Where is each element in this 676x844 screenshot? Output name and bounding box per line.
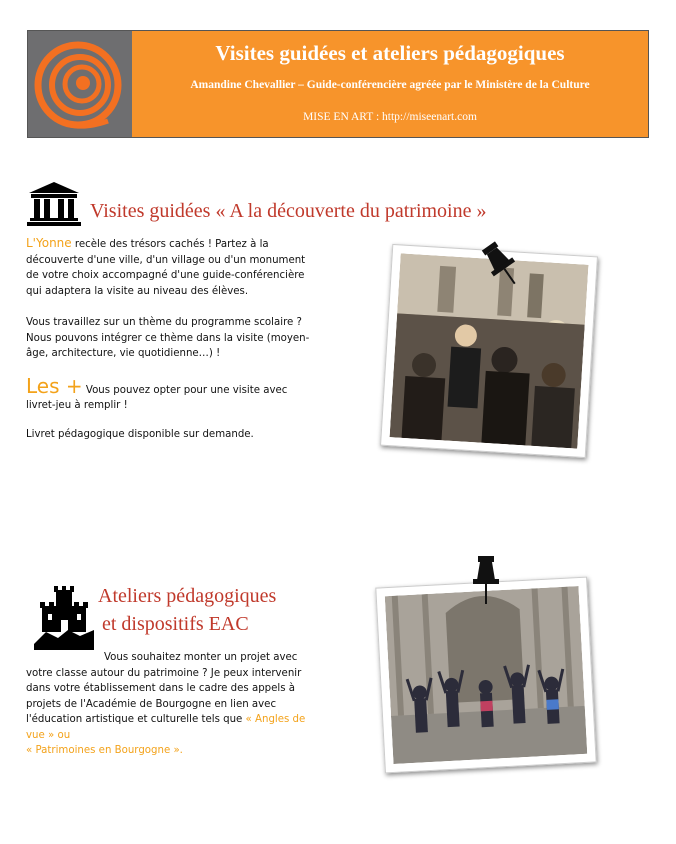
workshop-photo (375, 577, 596, 774)
section2-title-line1: Ateliers pédagogiques (98, 585, 277, 607)
section1-intro (26, 236, 316, 299)
section1-title: Visites guidées « A la découverte du patrimoine » (90, 200, 487, 222)
spiral-logo-icon (28, 31, 132, 137)
section1-plus (26, 375, 316, 414)
header-title: Visites guidées et ateliers pédagogiques (215, 41, 565, 65)
section2-title (98, 582, 358, 638)
angles-de-vue-highlight: « Angles de vue » ou (26, 714, 306, 741)
castle-icon (34, 584, 94, 650)
section1-para4: Livret pédagogique disponible sur demande. (26, 428, 254, 440)
section2-body: Vous souhaitez monter un projet avec votre classe autour du patrimoine ? Je peux intervenir dans votre établissement dans le cadre des appels à projets de l'Académie de Bourgogne en lien avec l'éducation artistique et culturelle tels que (26, 652, 302, 725)
plus-label: Les + (26, 373, 83, 398)
patrimoines-highlight: « Patrimoines en Bourgogne ». (26, 745, 183, 756)
pushpin-icon (478, 238, 524, 290)
header-banner (27, 30, 649, 138)
plus-text: Vous pouvez opter pour une visite avec livret-jeu à remplir ! (26, 384, 288, 411)
section1-para2: Vous travaillez sur un thème du programme scolaire ? Nous pouvons intégrer ce thème dans la visite (moyen-âge, architecture, vie quotidienne…) ! (26, 317, 310, 359)
section2-title-line2: et dispositifs EAC (102, 613, 249, 635)
section1-text (26, 236, 316, 442)
intro-rest: recèle des trésors cachés ! Partez à la découverte d'une ville, d'un village ou d'un monument de votre choix accompagné d'une guide-conférencière qui adaptera la visite au niveau des élèves. (26, 239, 306, 297)
section2-paragraph (26, 650, 316, 759)
header-website: MISE EN ART : http://miseenart.com (303, 111, 477, 123)
pushpin-icon (466, 552, 506, 606)
museum-icon (26, 180, 82, 226)
header-subtitle: Amandine Chevallier – Guide-conférencière agréée par le Ministère de la Culture (190, 79, 590, 91)
yonne-highlight: L'Yonne (26, 236, 72, 250)
section2-text (26, 650, 316, 759)
